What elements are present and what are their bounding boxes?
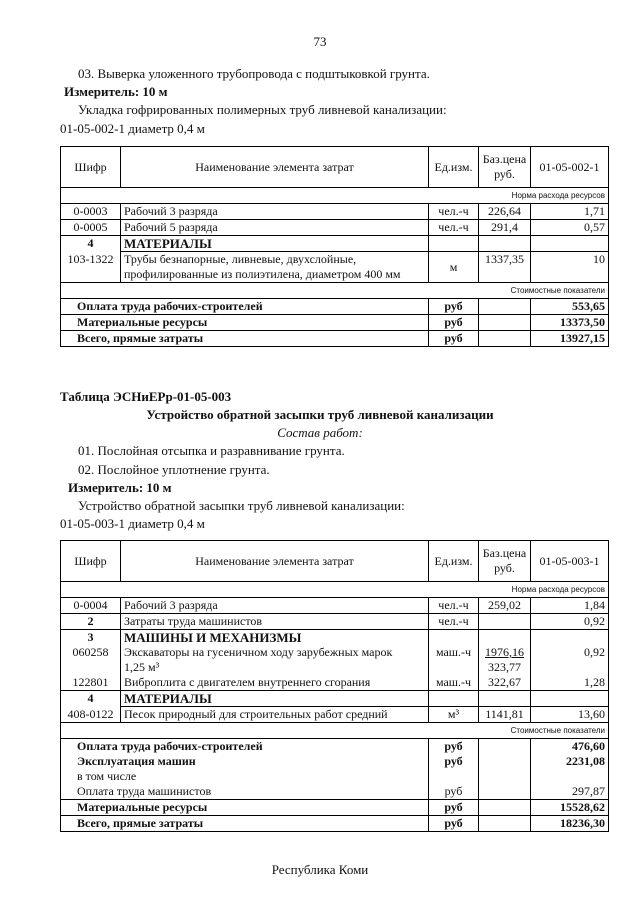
norm-cell: 1,84: [531, 598, 609, 614]
header-cell: 01-05-003-1: [531, 541, 609, 582]
table-row: [61, 598, 609, 614]
total-unit: руб: [429, 315, 479, 331]
unit-cell: м³: [429, 707, 479, 723]
price-cell: 322,67: [479, 675, 531, 691]
header-cell: Ед.изм.: [429, 147, 479, 188]
total-name: Оплата труда рабочих-строителей: [61, 299, 429, 315]
total-value: 15528,62: [531, 800, 609, 816]
price-cell: 291,4: [479, 220, 531, 236]
price-cell: 1337,35: [479, 252, 531, 283]
total-unit: руб: [429, 299, 479, 315]
cost-label-row: [61, 723, 609, 739]
name-cell: [121, 252, 429, 283]
unit-cell: м: [429, 252, 479, 283]
name-cell: Виброплита с двигателем внутреннего сгорания: [121, 675, 429, 691]
total-unit: руб: [429, 816, 479, 832]
norm-cell: 0,92: [531, 645, 609, 675]
meter-line: Измеритель: 10 м: [64, 84, 168, 99]
code-cell: 0-0004: [61, 598, 121, 614]
table-row: [61, 614, 609, 630]
price-value: 323,77: [488, 660, 521, 674]
header-cell: Баз.цена руб.: [479, 147, 531, 188]
total-unit: руб: [429, 331, 479, 347]
total-name: Всего, прямые затраты: [61, 816, 429, 832]
total-name: в том числе: [61, 769, 429, 784]
composition-label: Состав работ:: [277, 425, 363, 440]
name-cell: [121, 645, 429, 675]
name-line: Трубы безнапорные, ливневые, двухслойные,: [124, 252, 357, 266]
norm-cell: 10: [531, 252, 609, 283]
price-cell: [479, 614, 531, 630]
table-row: [61, 675, 609, 691]
code-cell: 060258: [61, 645, 121, 675]
header-cell: 01-05-002-1: [531, 147, 609, 188]
norm-cell: 1,71: [531, 204, 609, 220]
header-cell: Наименование элемента затрат: [121, 541, 429, 582]
section-row: [61, 236, 609, 252]
total-name: Материальные ресурсы: [61, 315, 429, 331]
header-row: [61, 147, 609, 188]
meter-line: Измеритель: 10 м: [68, 480, 172, 495]
total-unit: руб: [429, 754, 479, 769]
section-heading: Устройство обратной засыпки труб ливневой канализации: [146, 407, 494, 422]
name-line: Экскаваторы на гусеничном ходу зарубежных марок: [124, 645, 393, 659]
header-row: [61, 541, 609, 582]
table-row: [61, 204, 609, 220]
unit-cell: чел.-ч: [429, 220, 479, 236]
total-name: Оплата труда машинистов: [61, 784, 429, 800]
estimate-table-2: [60, 540, 609, 832]
section-number: 4: [61, 691, 121, 707]
operation-02: 02. Послойное уплотнение грунта.: [78, 462, 270, 477]
norm-cell: 0,92: [531, 614, 609, 630]
table-title: Таблица ЭСНиЕРр-01-05-003: [60, 389, 232, 404]
unit-cell: чел.-ч: [429, 204, 479, 220]
total-row: [61, 800, 609, 816]
total-unit: руб: [429, 800, 479, 816]
operation-03: 03. Выверка уложенного трубопровода с подштыковкой грунта.: [78, 66, 430, 81]
total-row: [61, 784, 609, 800]
work-description: Устройство обратной засыпки труб ливневой канализации:: [78, 498, 405, 513]
header-cell: Шифр: [61, 541, 121, 582]
code-cell: 122801: [61, 675, 121, 691]
price-cell: [479, 645, 531, 675]
code-cell: 103-1322: [61, 252, 121, 283]
code-cell: 2: [61, 614, 121, 630]
total-value: 18236,30: [531, 816, 609, 832]
price-cell: 1141,81: [479, 707, 531, 723]
table-row: [61, 220, 609, 236]
total-row: [61, 331, 609, 347]
total-name: Оплата труда рабочих-строителей: [61, 739, 429, 755]
total-value: 13373,50: [531, 315, 609, 331]
total-row: [61, 299, 609, 315]
total-name: Всего, прямые затраты: [61, 331, 429, 347]
table-row: [61, 645, 609, 675]
total-unit: руб: [429, 784, 479, 800]
total-row: [61, 769, 609, 784]
total-value: 476,60: [531, 739, 609, 755]
name-line: профилированные из полиэтилена, диаметром 400 мм: [124, 267, 401, 281]
norm-label-row: [61, 188, 609, 204]
header-cell: Баз.цена руб.: [479, 541, 531, 582]
price-cell: 226,64: [479, 204, 531, 220]
price-value: 1976,16: [485, 645, 524, 659]
cost-label-row: [61, 283, 609, 299]
total-row: [61, 739, 609, 755]
table-row: [61, 252, 609, 283]
total-row: [61, 315, 609, 331]
work-description: Укладка гофрированных полимерных труб ливневой канализации:: [78, 102, 447, 117]
total-row: [61, 754, 609, 769]
code-cell: 0-0005: [61, 220, 121, 236]
section-label: МАШИНЫ И МЕХАНИЗМЫ: [121, 630, 429, 646]
cost-label: Стоимостные показатели: [61, 283, 609, 299]
name-cell: Песок природный для строительных работ средний: [121, 707, 429, 723]
header-cell: Наименование элемента затрат: [121, 147, 429, 188]
total-name: Материальные ресурсы: [61, 800, 429, 816]
price-cell: 259,02: [479, 598, 531, 614]
header-cell: Шифр: [61, 147, 121, 188]
norm-cell: 1,28: [531, 675, 609, 691]
section-label: МАТЕРИАЛЫ: [121, 691, 429, 707]
page-number: 73: [313, 34, 327, 49]
header-cell: Ед.изм.: [429, 541, 479, 582]
code-line: 01-05-003-1 диаметр 0,4 м: [60, 516, 205, 531]
name-line: 1,25 м³: [124, 660, 160, 674]
total-row: [61, 816, 609, 832]
section-row: [61, 691, 609, 707]
norm-cell: 13,60: [531, 707, 609, 723]
unit-cell: маш.-ч: [429, 675, 479, 691]
norm-label: Норма расхода ресурсов: [61, 188, 609, 204]
name-cell: Рабочий 3 разряда: [121, 598, 429, 614]
code-cell: 0-0003: [61, 204, 121, 220]
unit-cell: чел.-ч: [429, 614, 479, 630]
table-row: [61, 707, 609, 723]
operation-01: 01. Послойная отсыпка и разравнивание грунта.: [78, 443, 345, 458]
estimate-table-1: [60, 146, 609, 347]
name-cell: Рабочий 3 разряда: [121, 204, 429, 220]
name-cell: Рабочий 5 разряда: [121, 220, 429, 236]
cost-label: Стоимостные показатели: [61, 723, 609, 739]
total-unit: руб: [429, 739, 479, 755]
section-label: МАТЕРИАЛЫ: [121, 236, 429, 252]
section-number: 4: [61, 236, 121, 252]
name-cell: Затраты труда машинистов: [121, 614, 429, 630]
norm-label: Норма расхода ресурсов: [61, 582, 609, 598]
norm-label-row: [61, 582, 609, 598]
section-row: [61, 630, 609, 646]
footer-region: Республика Коми: [271, 862, 369, 877]
unit-cell: чел.-ч: [429, 598, 479, 614]
code-line: 01-05-002-1 диаметр 0,4 м: [60, 121, 205, 136]
total-name: Эксплуатация машин: [61, 754, 429, 769]
total-value: 13927,15: [531, 331, 609, 347]
unit-cell: маш.-ч: [429, 645, 479, 675]
total-value: 297,87: [531, 784, 609, 800]
section-number: 3: [61, 630, 121, 646]
total-value: 2231,08: [531, 754, 609, 769]
code-cell: 408-0122: [61, 707, 121, 723]
norm-cell: 0,57: [531, 220, 609, 236]
total-value: 553,65: [531, 299, 609, 315]
